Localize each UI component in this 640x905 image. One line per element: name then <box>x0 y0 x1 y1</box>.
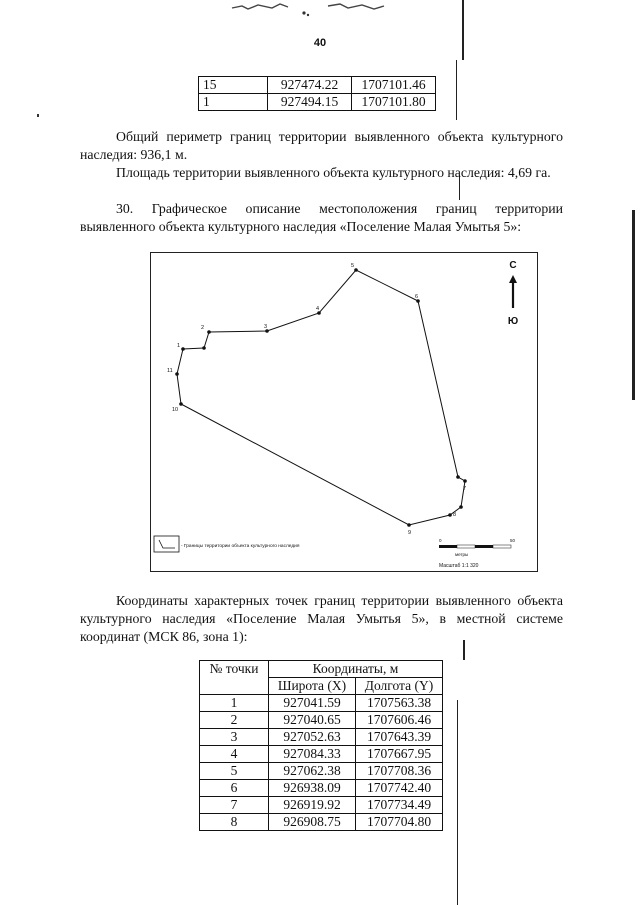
area-paragraph: Площадь территории выявленного объекта культурного наследия: 4,69 га. <box>116 165 551 180</box>
x-coordinate: 927062.38 <box>269 763 356 780</box>
x-coordinate: 927040.65 <box>269 712 356 729</box>
vertex-label: 3 <box>264 324 268 330</box>
point-number: 3 <box>200 729 269 746</box>
point-number: 7 <box>200 797 269 814</box>
table-row <box>200 780 443 797</box>
table-row <box>199 77 436 94</box>
y-coordinate: 1707563.38 <box>356 695 443 712</box>
table-row <box>200 746 443 763</box>
y-coordinate: 1707101.80 <box>352 94 436 111</box>
boundary-map <box>150 252 538 572</box>
boundary-vertex <box>181 347 185 351</box>
point-number: 1 <box>200 695 269 712</box>
vertex-label: 2 <box>201 325 205 331</box>
legend-line-icon <box>159 540 175 548</box>
point-number: 8 <box>200 814 269 831</box>
header-coordinates: Координаты, м <box>269 661 443 678</box>
y-coordinate: 1707742.40 <box>356 780 443 797</box>
coordinates-table-continuation <box>198 76 436 111</box>
y-coordinate: 1707667.95 <box>356 746 443 763</box>
table-header-row <box>200 661 443 678</box>
table-row <box>200 797 443 814</box>
page-number: 40 <box>313 37 327 49</box>
boundary-vertex <box>175 372 179 376</box>
y-coordinate: 1707643.39 <box>356 729 443 746</box>
vertex-label: 1 <box>177 343 181 349</box>
x-coordinate: 926938.09 <box>269 780 356 797</box>
x-coordinate: 927084.33 <box>269 746 356 763</box>
scan-noise <box>228 0 388 18</box>
table-row <box>200 763 443 780</box>
point-number: 2 <box>200 712 269 729</box>
point-number: 15 <box>199 77 268 94</box>
point-number: 5 <box>200 763 269 780</box>
x-coordinate: 926919.92 <box>269 797 356 814</box>
scale-end: 50 <box>510 538 516 543</box>
boundary-vertex <box>202 346 206 350</box>
table-row <box>199 94 436 111</box>
x-coordinate: 927052.63 <box>269 729 356 746</box>
north-label: С <box>509 260 517 271</box>
y-coordinate: 1707734.49 <box>356 797 443 814</box>
boundary-vertex <box>456 475 460 479</box>
map-legend <box>154 536 300 552</box>
vertex-label: 4 <box>316 306 320 312</box>
vertex-label: 11 <box>167 368 173 374</box>
scan-mark <box>37 114 39 117</box>
scan-line <box>632 210 635 400</box>
header-latitude: Широта (X) <box>269 678 356 695</box>
scale-bar <box>439 538 516 569</box>
section-30-paragraph: 30. Графическое описание местоположения границ территории выявленного объекта культурного наследия «Поселение Малая Умытья 5»: <box>80 201 563 234</box>
vertex-label: 5 <box>351 263 355 269</box>
scale-text: Масштаб 1:1 320 <box>439 563 479 569</box>
header-longitude: Долгота (Y) <box>356 678 443 695</box>
north-arrow <box>508 260 518 327</box>
boundary-vertex <box>354 268 358 272</box>
y-coordinate: 1707708.36 <box>356 763 443 780</box>
y-coordinate: 1707101.46 <box>352 77 436 94</box>
boundary-vertex <box>179 402 183 406</box>
coordinates-intro-paragraph: Координаты характерных точек границ территории выявленного объекта культурного наследия «Поселение Малая Умытья 5», в местной системе координат (МСК 86, зона 1): <box>80 593 563 644</box>
vertex-label: 9 <box>408 530 412 536</box>
table-row <box>200 695 443 712</box>
boundary-map-drawing <box>151 253 537 571</box>
vertex-label: 6 <box>415 294 419 300</box>
point-number: 6 <box>200 780 269 797</box>
south-label: Ю <box>507 316 519 327</box>
boundary-vertex <box>459 505 463 509</box>
scale-start: 0 <box>439 538 442 543</box>
territory-boundary-polygon <box>177 270 465 525</box>
boundary-vertex <box>207 330 211 334</box>
boundary-vertex <box>407 523 411 527</box>
point-number: 1 <box>199 94 268 111</box>
x-coordinate: 927474.22 <box>268 77 352 94</box>
scale-unit: метры <box>455 552 469 557</box>
point-number: 4 <box>200 746 269 763</box>
north-arrow-icon <box>509 275 517 283</box>
scan-line <box>457 700 458 905</box>
table-row <box>200 729 443 746</box>
x-coordinate: 926908.75 <box>269 814 356 831</box>
table-row <box>200 814 443 831</box>
header-point-number: № точки <box>200 661 269 695</box>
vertex-label: 7 <box>463 486 467 492</box>
vertex-label: 10 <box>172 407 179 413</box>
scan-line <box>462 0 464 60</box>
perimeter-paragraph: Общий периметр границ территории выявленного объекта культурного наследия: 936,1 м. <box>80 129 563 162</box>
boundary-vertices <box>175 268 467 527</box>
y-coordinate: 1707704.80 <box>356 814 443 831</box>
legend-text: - Границы территории объекта культурного наследия <box>181 544 300 549</box>
x-coordinate: 927041.59 <box>269 695 356 712</box>
boundary-vertex <box>463 479 467 483</box>
boundary-vertex <box>448 513 452 517</box>
scan-line <box>456 60 457 120</box>
x-coordinate: 927494.15 <box>268 94 352 111</box>
coordinates-table <box>199 660 443 831</box>
vertex-label: 8 <box>453 512 457 518</box>
table-row <box>200 712 443 729</box>
y-coordinate: 1707606.46 <box>356 712 443 729</box>
legend-swatch <box>154 536 179 552</box>
